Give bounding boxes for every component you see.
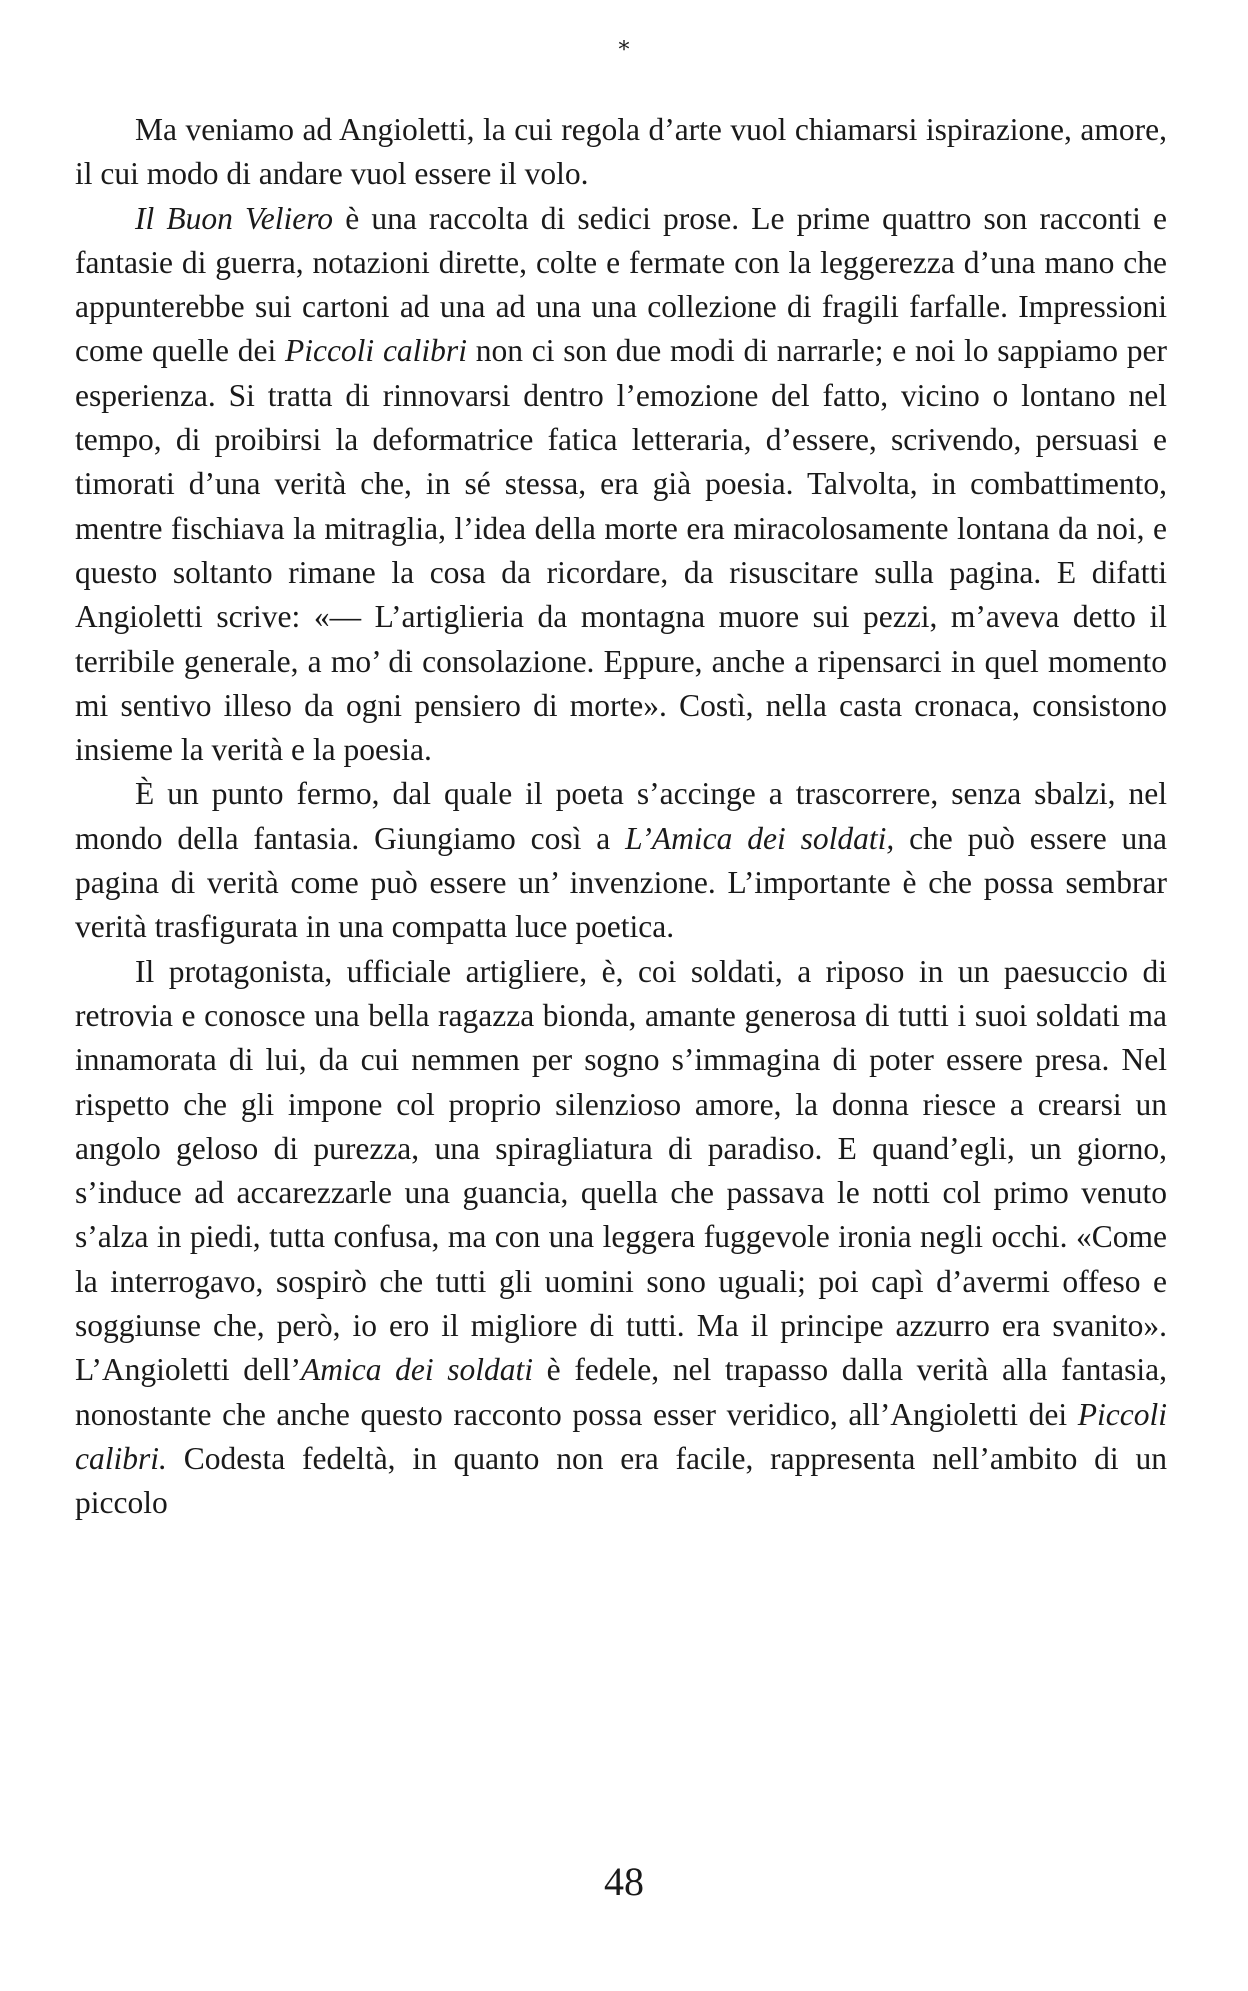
paragraph-text: è fedele, nel trapasso dalla verità alla fantasia, nonostante che anche questo racconto possa esser veridico, all’Angioletti dei bbox=[75, 1352, 1167, 1432]
paragraph-text: che può essere una pagina di verità come può essere un’ invenzione. L’importante è che possa sembrar verità trasfigurata in una compatta luce poetica. bbox=[75, 820, 1167, 945]
paragraph-text: Il protagonista, ufficiale artigliere, è, coi soldati, a riposo in un paesuccio di retrovia e conosce una bella ragazza bionda, amante generosa di tutti i suoi soldati ma innamorata di lui, da cui nemmen per sogno s’immagina di poter essere presa. Nel rispetto che gli impone col proprio silenzioso amore, la donna riesce a crearsi un angolo geloso di purezza, una spiragliatura di paradiso. E quand’egli, un giorno, s’induce ad accarezzarle una guancia, quella che passava le notti col primo venuto s’alza in piedi, tutta confusa, ma con una leggera fuggevole ironia negli occhi. «Come la interrogavo, sospirò che tutti gli uomini sono uguali; poi capì d’avermi offeso e soggiunse che, però, io ero il migliore di tutti. Ma il principe azzurro era svanito». L’Angioletti dell’ bbox=[75, 953, 1167, 1388]
paragraph-text: È un punto fermo, dal quale il poeta s’accinge a trascorrere, senza sbalzi, nel mondo della fantasia. Giungiamo così a bbox=[75, 776, 1167, 856]
paragraph-3 bbox=[75, 772, 1167, 949]
paragraph-2 bbox=[75, 197, 1167, 773]
book-title: Piccoli calibri bbox=[284, 333, 467, 369]
paragraph-text: non ci son due modi di narrarle; e noi lo sappiamo per esperienza. Si tratta di rinnovarsi dentro l’emozione del fatto, vicino o lontano nel tempo, di proibirsi la deformatrice fatica letteraria, d’essere, scrivendo, persuasi e timorati d’una verità che, in sé stessa, era già poesia. Talvolta, in combattimento, mentre fischiava la mitraglia, l’idea della morte era miracolosamente lontana da noi, e questo soltanto rimane la cosa da ricordare, da risuscitare sulla pagina. E difatti Angioletti scrive: «— L’artiglieria da montagna muore sui pezzi, m’aveva detto il terribile generale, a mo’ di consolazione. Eppure, anche a ripensarci in quel momento mi sentivo illeso da ogni pensiero di morte». Costì, nella casta cronaca, consistono insieme la verità e la poesia. bbox=[75, 333, 1167, 768]
paragraph-4 bbox=[75, 950, 1167, 1526]
paragraph-1 bbox=[75, 108, 1167, 197]
paragraph-text: Codesta fedeltà, in quanto non era facile, rappresenta nell’ambito di un piccolo bbox=[75, 1440, 1167, 1521]
paragraph-text: è una raccolta di sedici prose. Le prime quattro son racconti e fantasie di guerra, notazioni dirette, colte e fermate con la leggerezza d’una mano che appunterebbe sui cartoni ad una ad una una collezione di fragili farfalle. Impressioni come quelle dei bbox=[75, 200, 1167, 369]
book-title: Piccoli calibri. bbox=[75, 1396, 1167, 1476]
header-ornament: * bbox=[618, 38, 630, 63]
book-title: Amica dei soldati bbox=[300, 1352, 534, 1388]
body-text bbox=[75, 108, 1167, 1526]
paragraph-text: Ma veniamo ad Angioletti, la cui regola d’arte vuol chiamarsi ispirazione, amore, il cui modo di andare vuol essere il volo. bbox=[75, 112, 1167, 192]
book-title: Il Buon Veliero bbox=[135, 200, 334, 236]
book-title: L’Amica dei soldati, bbox=[625, 820, 895, 856]
page-number: 48 bbox=[604, 1859, 644, 1904]
